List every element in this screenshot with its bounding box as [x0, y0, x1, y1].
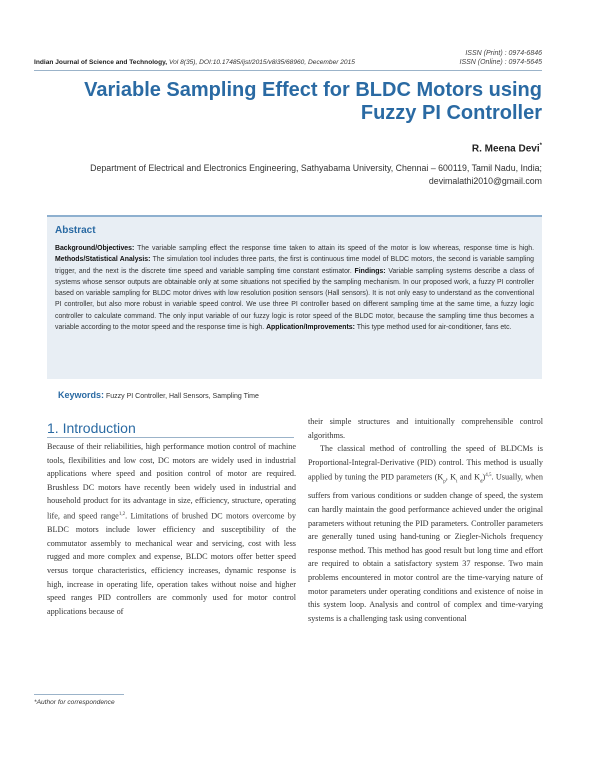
intro-p2-part-a: The classical method of controlling the speed of BLDCMs is Proportional-Integral-Derivative (PID) control. This method is usually applied by tuning the PID parameters (K: [308, 444, 543, 483]
sub-d: d: [479, 479, 483, 485]
methods-text: The simulation tool includes three parts, the first is continuous time model of BLDC motors, the second is variable sampling trigger, and the next is the discrete time speed and variable sampling time constant estimator.: [55, 256, 535, 275]
citation-details: Vol 8(35), DOI:10.17485/ijst/2015/v8i35/68960, December 2015: [168, 59, 355, 66]
keywords-label: Keywords:: [58, 390, 105, 400]
author-text: R. Meena Devi: [471, 143, 540, 155]
keywords-line: [58, 390, 259, 400]
comma-k: , K: [445, 473, 457, 483]
ref-1-2: 1,2: [118, 511, 126, 517]
sub-i: i: [456, 479, 458, 485]
methods-label: Methods/Statistical Analysis:: [55, 256, 151, 264]
footnote-correspondence: *Author for correspondence: [34, 699, 115, 706]
journal-name: Indian Journal of Science and Technology,: [34, 59, 168, 66]
findings-label: Findings:: [354, 267, 386, 275]
affiliation: Department of Electrical and Electronics Engineering, Sathyabama University, Chennai – 600119, Tamil Nadu, India; devimalathi2010@gmail.com: [90, 163, 542, 186]
issn-block: [460, 49, 543, 67]
intro-p1-part-a: Because of their reliabilities, high performance motion control of machine tools, flexibilities and low cost, DC motors are widely used in industrial applications where speed and position control of motor are required. Brushless DC motors have recently been widely used in industrial and household product for its advantage in size, efficiency, structure, operating life, and speed range: [47, 442, 296, 521]
ref-4-5: 4,5: [485, 473, 492, 479]
intro-paragraph-2: [308, 442, 543, 625]
intro-paragraph-1-cont: their simple structures and intuitionally comprehensible control algorithms.: [308, 417, 543, 440]
intro-p2-part-b: . Usually, when suffers from various conditions or sudden change of speed, the system can hardly maintain the good performance achieved under the original parameters without retuning the PID parameters. Controller parameters are generally tuned using hand-tuning or Ziegler-Nichols frequency response method. This method has good result but long time and effort are required to obtain a satisfactory system 37 response. Two main problems encountered in motor control are the time-varying nature of motor parameters under operating conditions and existence of noise in this system loop. Analysis and control of complex and time-varying systems is a challenging task using conventional: [308, 473, 543, 623]
abstract-box: [47, 215, 542, 379]
paren-close: ): [482, 473, 486, 483]
issn-online: ISSN (Online) : 0974-5645: [459, 59, 542, 66]
author-name: [472, 143, 542, 154]
and-k: and K: [457, 473, 480, 483]
objectives-label: Background/Objectives:: [55, 245, 135, 252]
left-column: [47, 440, 296, 618]
findings-text: Variable sampling systems describe a class of systems whose sensor outputs are obtainable only at some situations not specified by the sampling mechanism. In our proposed work, a fuzzy PI controller based on variable sampling for BLDC motor drives with low resolution position sensors (Hall sensors). It is not only easy to understand as the conventional PI controller, but also more robust in variable speed control. We use three PI controller based on different sampling time at the same time, a fuzzy logic controller to calculate command. The only input variable of our fuzzy logic is rotor speed of the BLDC motor, because the sampling time thus becomes a variable according to the motor speed and the response time is high.: [55, 267, 534, 332]
intro-paragraph-1: [47, 440, 296, 618]
keywords-text: Fuzzy PI Controller, Hall Sensors, Sampling Time: [105, 393, 259, 400]
paper-title: Variable Sampling Effect for BLDC Motors using Fuzzy PI Controller: [84, 79, 542, 124]
header-divider: [34, 70, 542, 71]
journal-citation: [34, 59, 355, 66]
applications-label: Application/Improvements:: [266, 324, 355, 332]
abstract-heading: Abstract: [55, 225, 96, 236]
sub-p: p: [443, 479, 446, 485]
objectives-text: The variable sampling effect the response time taken to attain its speed of the motor is low whereas, response time is high.: [137, 245, 534, 252]
applications-text: This type method used for air-conditioner, fans etc.: [356, 324, 512, 332]
author-mark: *: [539, 143, 542, 149]
section-divider: [47, 437, 294, 438]
issn-print: ISSN (Print) : 0974-6846: [465, 50, 542, 57]
right-column: [308, 415, 543, 625]
footnote-divider: [34, 694, 124, 695]
intro-p1-part-b: . Limitations of brushed DC motors overcome by BLDC motors include lower efficiency and susceptibility of the commutator assembly to mechanical wear and servicing, cost with less rugged and more complex and expense, BLDC motors offer better speed versus torque characteristics, efficiency increases, dynamic response is high, increase in operating life, operation takes without noise and higher speed ranges PID controllers are commonly used for motor control applications because of: [47, 511, 296, 616]
section-heading-introduction: 1. Introduction: [47, 420, 136, 436]
abstract-body: [55, 243, 534, 333]
